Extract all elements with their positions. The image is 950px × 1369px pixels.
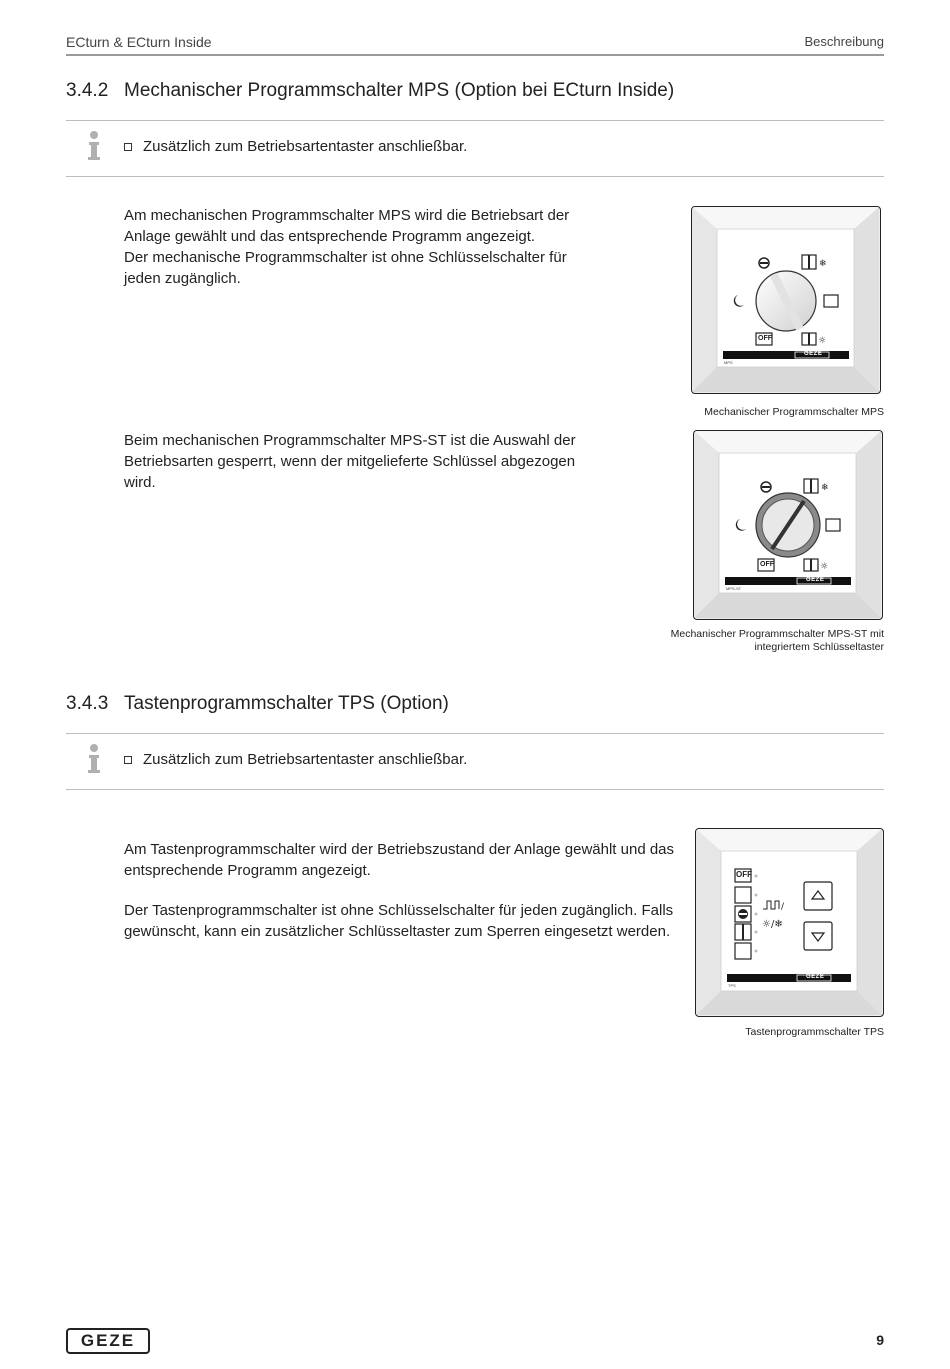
section-342-paragraph-1 [124,205,644,289]
section-343-paragraph-2 [124,900,694,942]
note-rule-bottom [66,789,884,790]
text-line: Anlage gewählt und das entsprechende Programm angezeigt. [124,228,536,245]
text-line: Am mechanischen Programmschalter MPS wird die Betriebsart der [124,207,570,224]
svg-text:☼/❄: ☼/❄ [762,919,783,930]
note-bullet [124,756,132,764]
off-label: OFF [758,335,772,342]
text-line: wird. [124,474,156,491]
note-bullet [124,143,132,151]
model-tag: MPS-ST [726,586,742,591]
figure-caption-mps-st [564,628,884,654]
caption-line: integriertem Schlüsseltaster [754,641,884,653]
note-rule-top [66,120,884,121]
section-342-paragraph-2 [124,430,664,493]
brand-label: GEZE [806,974,825,980]
section-343-title: Tastenprogrammschalter TPS (Option) [124,693,449,714]
svg-text:☼: ☼ [820,562,829,572]
geze-logo [66,1328,150,1354]
note-rule-top [66,733,884,734]
text-line: Am Tastenprogrammschalter wird der Betriebszustand der Anlage gewählt und das [124,841,675,858]
running-header-chapter: Beschreibung [804,34,884,49]
svg-text:/: / [781,902,785,912]
info-icon [87,130,101,162]
text-line: entsprechende Programm angezeigt. [124,862,371,879]
section-343-note: Zusätzlich zum Betriebsartentaster anschließbar. [143,751,468,768]
section-342-number: 3.4.2 [66,80,109,101]
header-rule [66,54,884,56]
section-342-title: Mechanischer Programmschalter MPS (Option bei ECturn Inside) [124,80,675,101]
off-label: OFF [760,561,774,568]
text-line: gewünscht, kann ein zusätzlicher Schlüsseltaster zum Sperren eingesetzt werden. [124,923,671,940]
mps-switch-illustration [691,206,881,394]
section-342-note: Zusätzlich zum Betriebsartentaster anschließbar. [143,138,468,155]
text-line: Beim mechanischen Programmschalter MPS-ST ist die Auswahl der [124,432,576,449]
info-icon [87,743,101,775]
text-line: Der mechanische Programmschalter ist ohne Schlüsselschalter für [124,249,567,266]
svg-text:❄: ❄ [821,483,829,493]
figure-caption-tps: Tastenprogrammschalter TPS [745,1026,884,1038]
svg-text:☼: ☼ [818,336,827,346]
tps-switch-illustration [695,828,884,1017]
note-rule-bottom [66,176,884,177]
brand-label: GEZE [804,351,823,357]
text-line: Betriebsarten gesperrt, wenn der mitgelieferte Schlüssel abgezogen [124,453,576,470]
page-number: 9 [876,1332,884,1348]
logo-text: GEZE [80,1331,136,1350]
model-tag: MPS [724,360,733,365]
section-343-number: 3.4.3 [66,693,109,714]
text-line: jeden zugänglich. [124,270,241,287]
mps-st-switch-illustration [693,430,883,620]
section-343-paragraph-1 [124,839,694,881]
caption-line: Mechanischer Programmschalter MPS-ST mit [670,628,884,640]
model-tag: TPS [728,983,736,988]
figure-caption-mps: Mechanischer Programmschalter MPS [704,406,884,418]
text-line: Der Tastenprogrammschalter ist ohne Schlüsselschalter für jeden zugänglich. Falls [124,902,674,919]
brand-label: GEZE [806,577,825,583]
svg-text:❄: ❄ [819,259,827,269]
off-label: OFF [736,870,752,879]
running-header-title: ECturn & ECturn Inside [66,34,212,50]
